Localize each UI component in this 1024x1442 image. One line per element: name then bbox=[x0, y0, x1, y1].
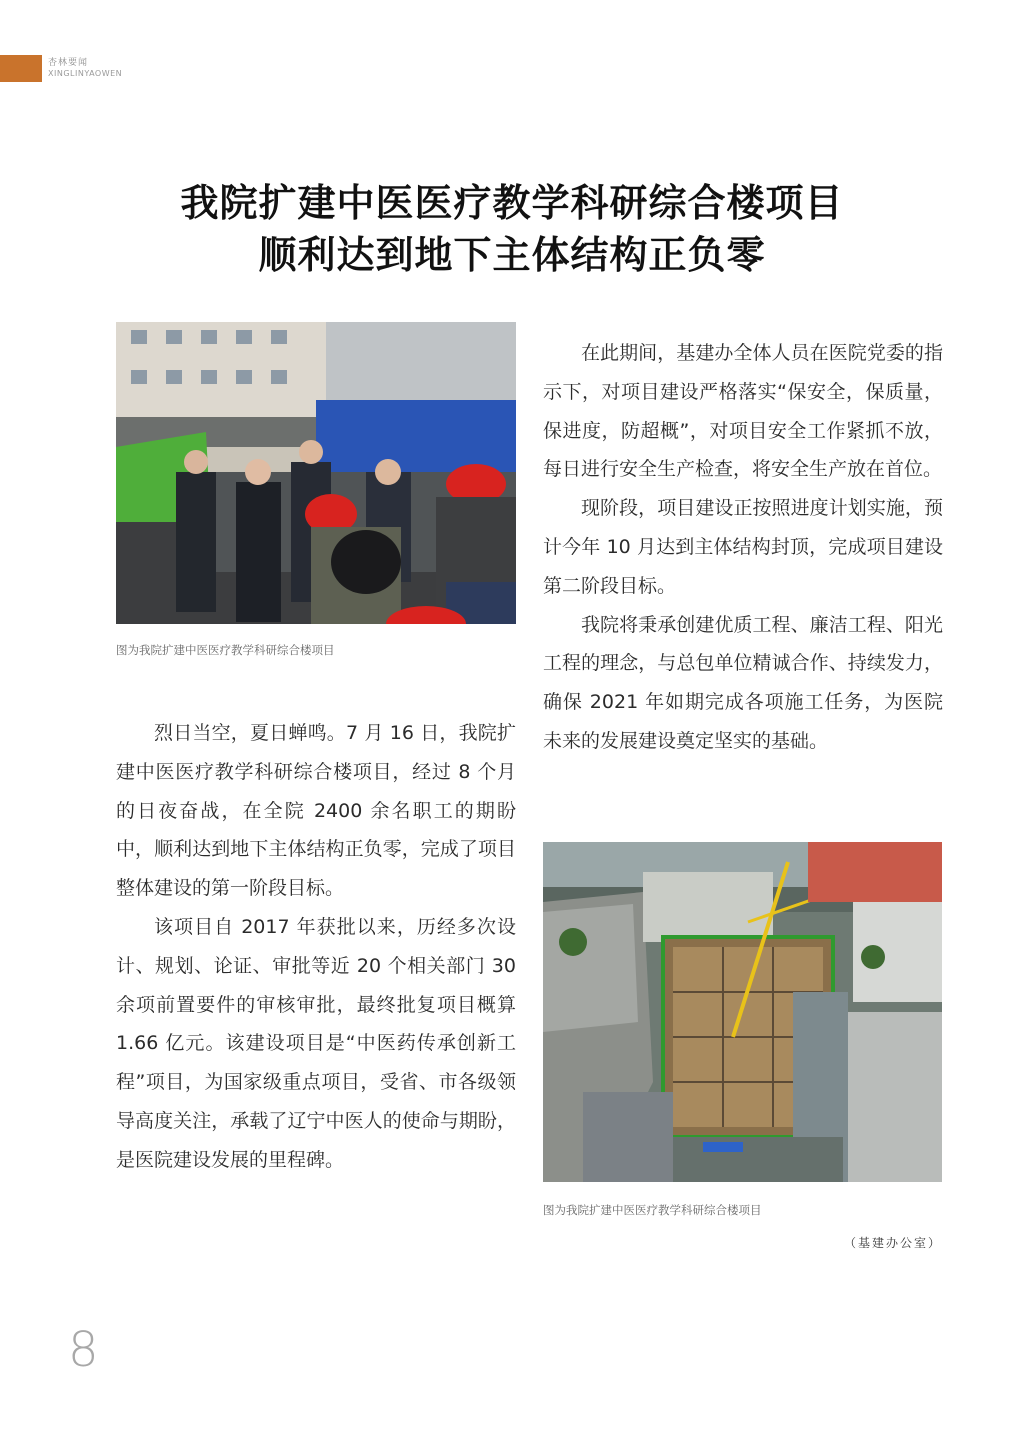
section-accent-tab bbox=[0, 55, 42, 82]
article-paragraph: 我院将秉承创建优质工程、廉洁工程、阳光工程的理念，与总包单位精诚合作、持续发力，确保 2021 年如期完成各项施工任务，为医院未来的发展建设奠定坚实的基础。 bbox=[543, 613, 943, 752]
headline-line-2: 顺利达到地下主体结构正负零 bbox=[258, 232, 766, 277]
article-column-right bbox=[543, 334, 943, 761]
site-visit-photo bbox=[116, 322, 516, 624]
photo-caption: 图为我院扩建中医医疗教学科研综合楼项目 bbox=[116, 643, 335, 657]
article-paragraph: 该项目自 2017 年获批以来，历经多次设计、规划、论证、审批等近 20 个相关部门 30 余项前置要件的审核审批，最终批复项目概算 1.66 亿元。该建设项目是“中医药传承创新工程”项目，为国家级重点项目，受省、市各级领导高度关注，承载了辽宁中医人的使命与期盼，是医院建设发展的里程碑。 bbox=[116, 915, 516, 1171]
article-paragraph: 烈日当空，夏日蝉鸣。7 月 16 日，我院扩建中医医疗教学科研综合楼项目，经过 8 个月的日夜奋战，在全院 2400 余名职工的期盼中，顺利达到地下主体结构正负零，完成了项目整体建设的第一阶段目标。 bbox=[116, 722, 516, 900]
aerial-site-photo bbox=[543, 842, 942, 1182]
author-signature: （基建办公室） bbox=[843, 1236, 942, 1250]
page-number: 8 bbox=[68, 1322, 99, 1378]
article-column-left bbox=[116, 714, 516, 1180]
article-paragraph: 现阶段，项目建设正按照进度计划实施，预计今年 10 月达到主体结构封顶，完成项目建设第二阶段目标。 bbox=[543, 497, 943, 597]
section-name-pinyin: XINGLINYAOWEN bbox=[48, 69, 123, 78]
article-paragraph: 在此期间，基建办全体人员在医院党委的指示下，对项目建设严格落实“保安全，保质量，保进度，防超概”，对项目安全工作紧抓不放，每日进行安全生产检查，将安全生产放在首位。 bbox=[543, 342, 943, 481]
photo-caption: 图为我院扩建中医医疗教学科研综合楼项目 bbox=[543, 1203, 762, 1217]
section-name: 杏林要闻 bbox=[48, 58, 89, 68]
headline-line-1: 我院扩建中医医疗教学科研综合楼项目 bbox=[180, 180, 844, 225]
